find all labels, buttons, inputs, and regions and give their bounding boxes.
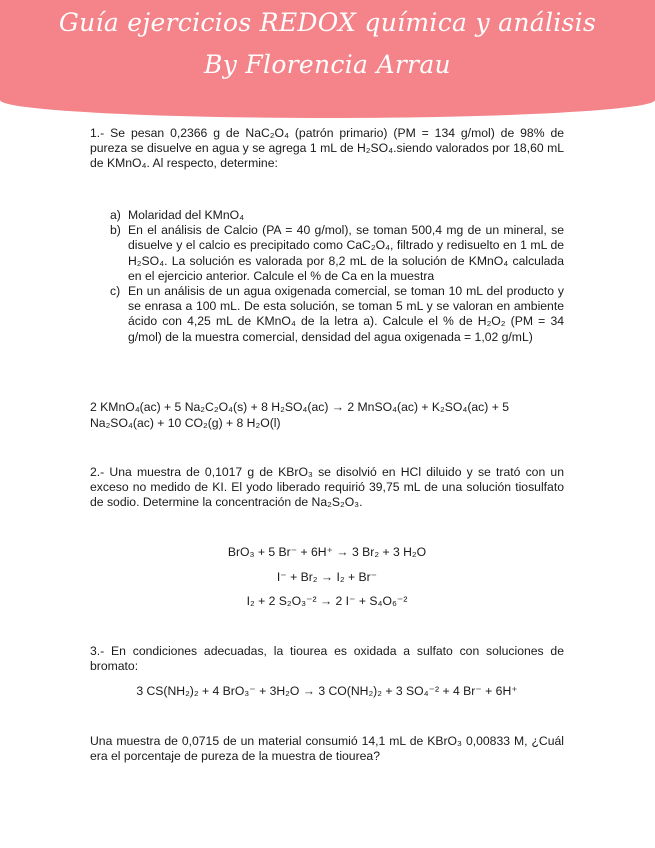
item-marker: c) (110, 284, 121, 299)
q2-equation-1: BrO₃ + 5 Br⁻ + 6H⁺ → 3 Br₂ + 3 H₂O (227, 545, 427, 559)
q3-equation: 3 CS(NH₂)₂ + 4 BrO₃⁻ + 3H₂O → 3 CO(NH₂)₂ + 3 SO₄⁻² + 4 Br⁻ + 6H⁺ (136, 684, 518, 698)
q1-intro: 1.- Se pesan 0,2366 g de NaC₂O₄ (patrón primario) (PM = 134 g/mol) de 98% de pureza se disuelve en agua y se agrega 1 mL de H₂SO₄.siendo valorados por 18,60 mL de KMnO₄. Al respecto, determine: (90, 126, 564, 171)
item-text: En el análisis de Calcio (PA = 40 g/mol), se toman 500,4 mg de un mineral, se disuelve y el calcio es precipitado como CaC₂O₄, filtrado y redisuelto en 1 mL de H₂SO₄. La solución es valorada por 8,2 mL de la solución de KMnO₄ calculada en el ejercicio anterior. Calcule el % de Ca en la muestra (128, 223, 564, 283)
list-item (90, 208, 564, 223)
q1-equation: 2 KMnO₄(ac) + 5 Na₂C₂O₄(s) + 8 H₂SO₄(ac) → 2 MnSO₄(ac) + K₂SO₄(ac) + 5 Na₂SO₄(ac) + 10 CO₂(g) + 8 H₂O(l) (90, 400, 510, 430)
q3-intro: 3.- En condiciones adecuadas, la tiourea es oxidada a sulfato con soluciones de bromato: (90, 644, 564, 674)
list-item (90, 223, 564, 284)
item-text: Molaridad del KMnO₄ (128, 208, 245, 222)
q2-intro: 2.- Una muestra de 0,1017 g de KBrO₃ se disolvió en HCl diluido y se trató con un exceso no medido de KI. El yodo liberado requirió 39,75 mL de una solución tiosulfato de sodio. Determine la concentración de Na₂S₂O₃. (90, 465, 564, 510)
list-item (90, 284, 564, 345)
item-marker: b) (110, 223, 121, 238)
item-text: En un análisis de un agua oxigenada comercial, se toman 10 mL del producto y se enrasa a 100 mL. De esta solución, se toman 5 mL y se valoran en ambiente ácido con 4,25 mL de KMnO₄ de la letra a). Calcule el % de H₂O₂ (PM = 34 g/mol) de la muestra comercial, densidad del agua oxigenada = 1,02 g/mL) (128, 284, 564, 344)
q1-items (90, 208, 564, 345)
item-marker: a) (110, 208, 121, 222)
header-banner (0, 0, 655, 118)
q2-equation-3: I₂ + 2 S₂O₃⁻² → 2 I⁻ + S₄O₆⁻² (246, 594, 408, 608)
q3-question: Una muestra de 0,0715 de un material consumió 14,1 mL de KBrO₃ 0,00833 M, ¿Cuál era el porcentaje de pureza de la muestra de tiourea? (90, 734, 564, 764)
header-author: By Florencia Arrau (204, 50, 451, 79)
header-title: Guía ejercicios REDOX química y análisis (58, 8, 597, 37)
q2-equation-2: I⁻ + Br₂ → I₂ + Br⁻ (276, 570, 378, 584)
